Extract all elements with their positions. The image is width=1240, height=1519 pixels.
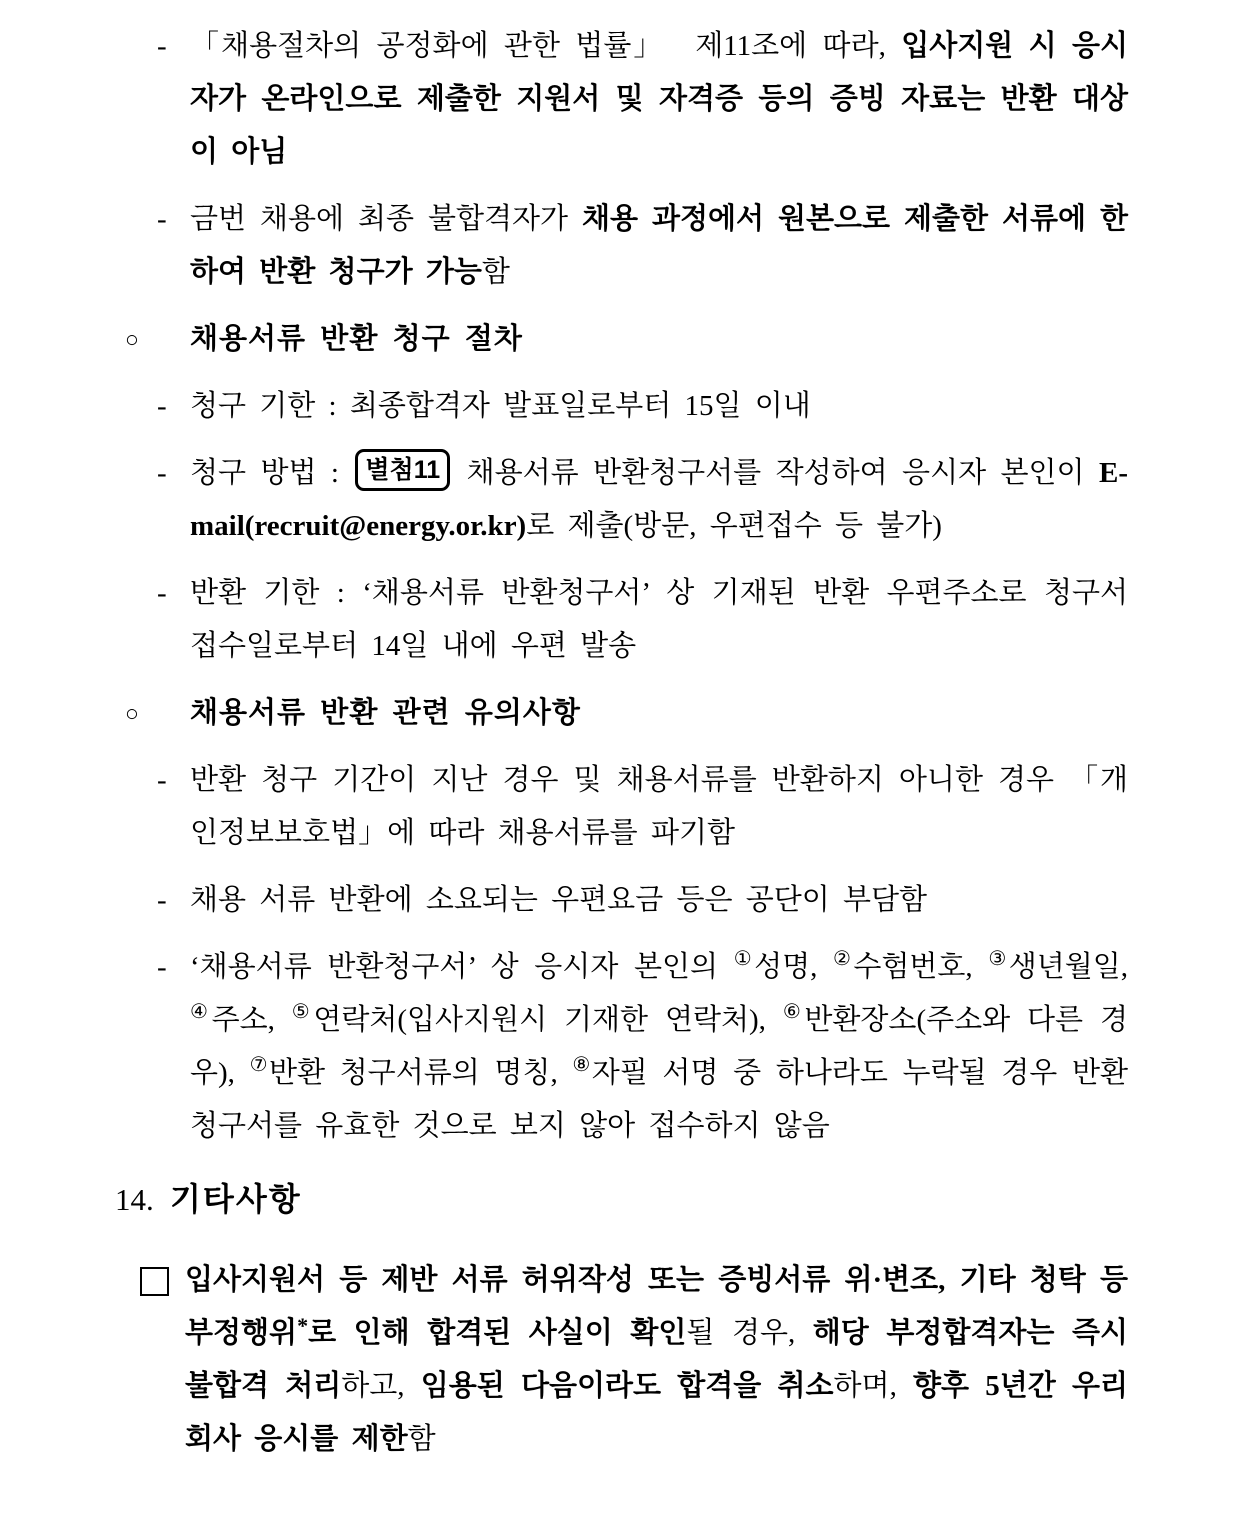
- text-run: 입사지원 시 응시자가 온라인으로 제출한 지원서 및 자격증 등의 증빙 자료는 반환 대상이 아님: [190, 30, 1128, 168]
- dash-bullet: -: [157, 951, 167, 983]
- dash-bullet: -: [157, 457, 167, 489]
- text-run: ⑧: [572, 1054, 592, 1076]
- text-run: 주소,: [211, 1004, 292, 1036]
- text-run: 로 제출(방문, 우편접수 등 불가): [526, 510, 942, 542]
- paragraph-fraud-penalty-text: [185, 1254, 1142, 1466]
- text-run: 반환 청구 기간이 지난 경우 및 채용서류를 반환하지 아니한 경우 「개인정보보호법」에 따라 채용서류를 파기함: [190, 764, 1128, 849]
- square-bullet-icon: [140, 1267, 169, 1296]
- heading-return-procedure-text: [190, 313, 1128, 366]
- circle-bullet: ○: [125, 701, 139, 726]
- paragraph-original-docs-only: [157, 193, 1128, 299]
- text-run: 될 경우,: [686, 1317, 813, 1349]
- text-run: 해당 부정합격자는 즉시 불합격 처리: [185, 1317, 1142, 1402]
- text-run: ③: [988, 948, 1009, 970]
- text-run: 「채용절차의 공정화에 관한 법률」 제11조에 따라,: [190, 30, 902, 62]
- dash-bullet: -: [157, 884, 167, 916]
- text-run: ②: [833, 948, 854, 970]
- text-run: 반환 기한 : ‘채용서류 반환청구서’ 상 기재된 반환 우편주소로 청구서 접수일로부터 14일 내에 우편 발송: [190, 577, 1142, 662]
- text-run: ①: [733, 948, 755, 970]
- paragraph-postage-cost-text: [190, 874, 1128, 927]
- dash-bullet: -: [157, 390, 167, 422]
- heading-return-procedure: [125, 313, 1128, 366]
- paragraph-return-deadline-text: [190, 567, 1142, 673]
- text-run: ⑦: [249, 1054, 269, 1076]
- dash-bullet: -: [157, 203, 167, 235]
- paragraph-claim-method-text: [190, 447, 1128, 553]
- paragraph-return-law: [157, 20, 1128, 179]
- dash-bullet: -: [157, 30, 167, 62]
- text-run: 채용서류 반환청구서를 작성하여 응시자 본인이: [452, 457, 1099, 489]
- attachment-badge: 별첨11: [355, 449, 450, 491]
- text-run: ‘채용서류 반환청구서’ 상 응시자 본인의: [190, 951, 734, 983]
- text-run: 기타사항: [170, 1181, 302, 1217]
- document-body: [115, 20, 1142, 1466]
- square-bullet-icon: [140, 1254, 185, 1296]
- text-run: 청구 기한 : 최종합격자 발표일로부터 15일 이내: [190, 390, 811, 422]
- paragraph-destruction-privacy-law-text: [190, 754, 1128, 860]
- heading-return-notes: [125, 687, 1128, 740]
- paragraph-claim-deadline: [157, 380, 1128, 433]
- paragraph-original-docs-only-text: [190, 193, 1128, 299]
- text-run: 자필 서명 중 하나라도 누락될 경우 반환 청구서를 유효한 것으로 보지 않아 접수하지 않음: [190, 1057, 1142, 1142]
- dash-bullet: -: [157, 577, 167, 609]
- paragraph-required-fields: [157, 941, 1142, 1153]
- circle-bullet: ○: [125, 327, 139, 352]
- text-run: 입사지원서 등 제반 서류 허위작성 또는 증빙서류 위·변조, 기타 청탁 등 부정행위: [185, 1264, 1142, 1349]
- text-run: 반환 청구서류의 명칭,: [268, 1057, 573, 1089]
- heading-other-matters-text: [170, 1173, 1128, 1228]
- text-run: 반환장소(주소와 다른 경우),: [190, 1004, 1128, 1089]
- section-number: 14.: [115, 1182, 154, 1217]
- text-run: 하고,: [341, 1370, 421, 1402]
- text-run: 금번 채용에 최종 불합격자가: [190, 203, 582, 235]
- text-run: ⑥: [782, 1001, 805, 1023]
- paragraph-return-law-text: [190, 20, 1128, 179]
- text-run: 채용 서류 반환에 소요되는 우편요금 등은 공단이 부담함: [190, 884, 928, 916]
- paragraph-return-deadline: [157, 567, 1142, 673]
- text-run: 수험번호,: [853, 951, 989, 983]
- paragraph-claim-deadline-text: [190, 380, 1128, 433]
- text-run: 함: [481, 256, 510, 288]
- text-run: 채용서류 반환 청구 절차: [190, 323, 523, 355]
- text-run: ④: [190, 1001, 212, 1023]
- text-run: 연락처(입사지원시 기재한 연락처),: [313, 1004, 783, 1036]
- text-run: 채용 과정에서 원본으로 제출한 서류에 한하여 반환 청구가 가능: [190, 203, 1128, 288]
- text-run: 청구 방법 :: [190, 457, 354, 489]
- text-run: 성명,: [754, 951, 834, 983]
- text-run: 생년월일,: [1008, 951, 1142, 983]
- text-run: 향후 5년간 우리 회사 응시를 제한: [185, 1370, 1142, 1455]
- text-run: E-mail(recruit@energy.or.kr): [190, 457, 1128, 542]
- heading-return-notes-text: [190, 687, 1128, 740]
- dash-bullet: -: [157, 764, 167, 796]
- paragraph-fraud-penalty: [140, 1254, 1142, 1466]
- text-run: *: [297, 1313, 309, 1338]
- paragraph-destruction-privacy-law: [157, 754, 1128, 860]
- paragraph-postage-cost: [157, 874, 1128, 927]
- text-run: 채용서류 반환 관련 유의사항: [190, 697, 581, 729]
- paragraph-claim-method: [157, 447, 1128, 553]
- text-run: 하며,: [833, 1370, 914, 1402]
- heading-other-matters: [115, 1173, 1128, 1228]
- text-run: 로 인해 합격된 사실이 확인: [308, 1317, 687, 1349]
- text-run: 함: [407, 1423, 436, 1455]
- text-run: 임용된 다음이라도 합격을 취소: [420, 1370, 834, 1402]
- text-run: ⑤: [291, 1001, 314, 1023]
- paragraph-required-fields-text: [190, 941, 1142, 1153]
